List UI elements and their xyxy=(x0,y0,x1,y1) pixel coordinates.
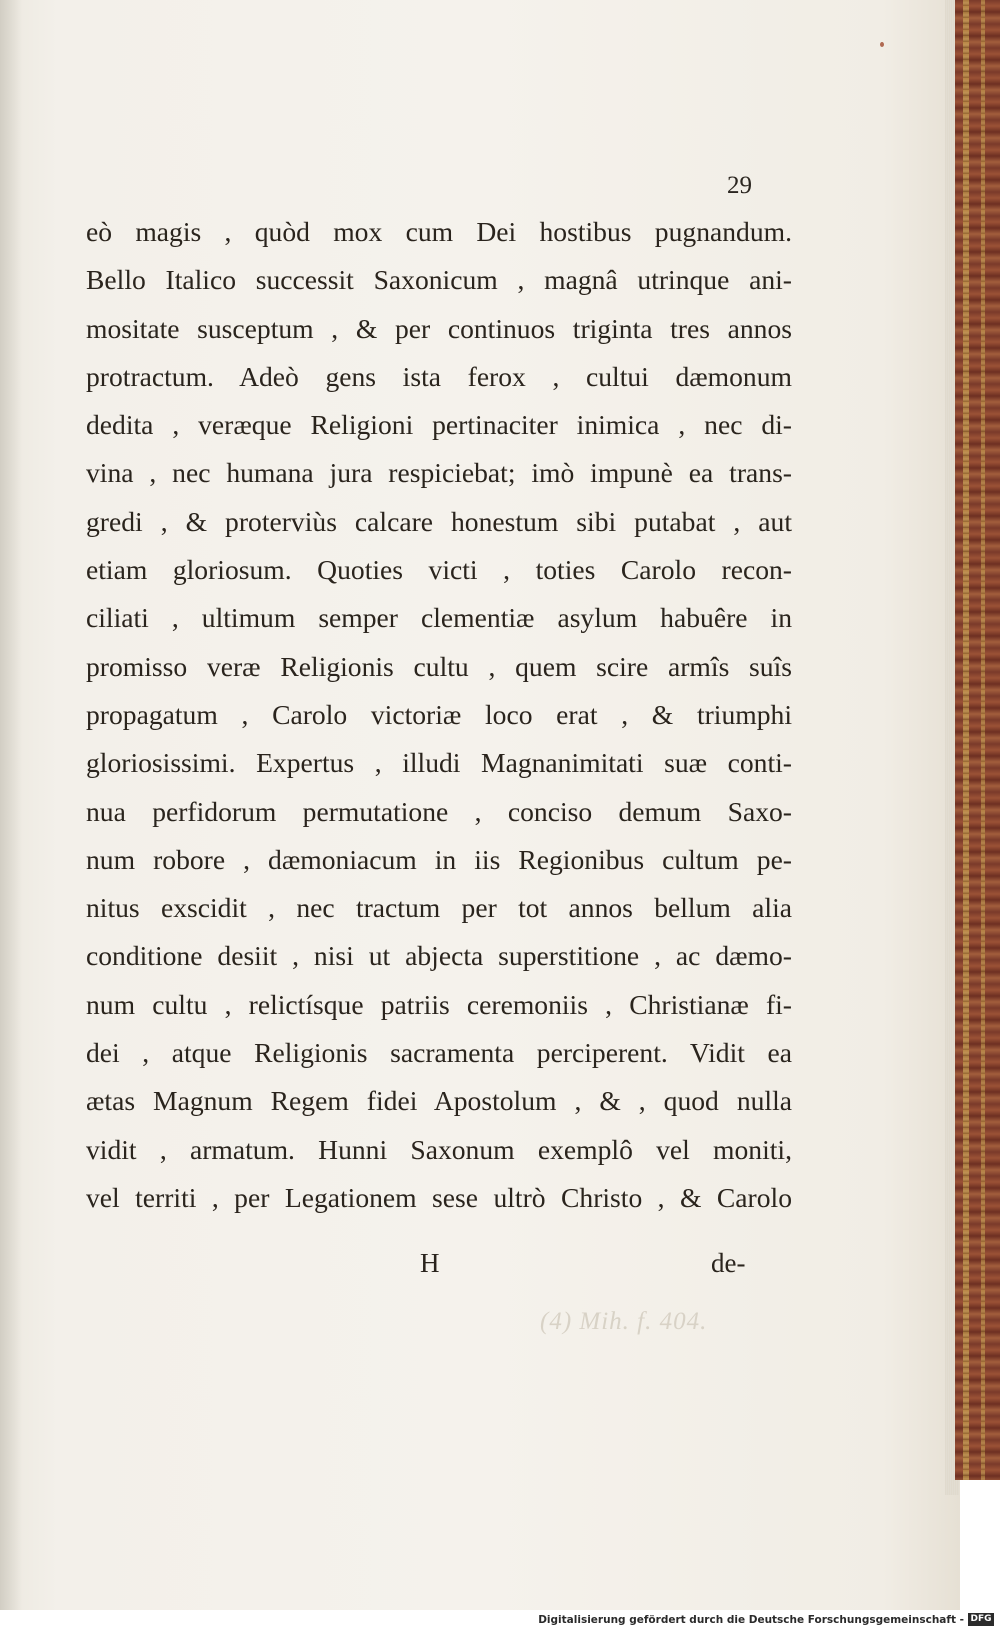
text-line: vina , nec humana jura respiciebat; imò impunè ea trans- xyxy=(86,457,792,489)
text-line: mositate susceptum , & per continuos triginta tres annos xyxy=(86,312,792,344)
catchword: de- xyxy=(711,1248,746,1278)
text-line: dedita , veræque Religioni pertinaciter inimica , nec di- xyxy=(86,409,792,441)
text-line: nua perfidorum permutatione , conciso demum Saxo- xyxy=(86,795,792,827)
text-line: ætas Magnum Regem fidei Apostolum , & , quod nulla xyxy=(86,1085,792,1117)
text-line: vidit , armatum. Hunni Saxonum exemplô vel moniti, xyxy=(86,1133,792,1165)
text-line: conditione desiit , nisi ut abjecta superstitione , ac dæmo- xyxy=(86,940,792,972)
book-binding xyxy=(955,0,1000,1480)
text-line: num cultu , relictísque patriis ceremoniis , Christianæ fi- xyxy=(86,988,792,1020)
gutter-shadow xyxy=(0,0,22,1610)
signature-mark: H xyxy=(420,1248,440,1278)
text-line: gloriosissimi. Expertus , illudi Magnanimitati suæ conti- xyxy=(86,747,792,779)
text-line: promisso veræ Religionis cultu , quem scire armîs suîs xyxy=(86,650,792,682)
text-line: vel territi , per Legationem sese ultrò Christo , & Carolo xyxy=(86,1181,792,1213)
dfg-logo: DFG xyxy=(968,1613,994,1626)
paper-speck xyxy=(880,42,884,47)
text-line: propagatum , Carolo victoriæ loco erat , & triumphi xyxy=(86,698,792,730)
text-line: gredi , & proterviùs calcare honestum sibi putabat , aut xyxy=(86,505,792,537)
text-line: dei , atque Religionis sacramenta perciperent. Vidit ea xyxy=(86,1037,792,1069)
page-number: 29 xyxy=(727,172,752,199)
text-line: protractum. Adeò gens ista ferox , cultui dæmonum xyxy=(86,360,792,392)
body-text xyxy=(86,208,792,1222)
text-line: eò magis , quòd mox cum Dei hostibus pugnandum. xyxy=(86,216,792,247)
text-line: ciliati , ultimum semper clementiæ asylum habuêre in xyxy=(86,602,792,634)
bleed-through-note: (4) Mih. f. 404. xyxy=(540,1308,708,1335)
page-foot xyxy=(86,1248,766,1288)
text-line: num robore , dæmoniacum in iis Regionibus cultum pe- xyxy=(86,843,792,875)
text-line: Bello Italico successit Saxonicum , magnâ utrinque ani- xyxy=(86,264,792,296)
text-line: nitus exscidit , nec tractum per tot annos bellum alia xyxy=(86,892,792,924)
funding-credit: Digitalisierung gefördert durch die Deutsche Forschungsgemeinschaft - xyxy=(538,1614,964,1626)
text-line: etiam gloriosum. Quoties victi , toties Carolo recon- xyxy=(86,554,792,586)
